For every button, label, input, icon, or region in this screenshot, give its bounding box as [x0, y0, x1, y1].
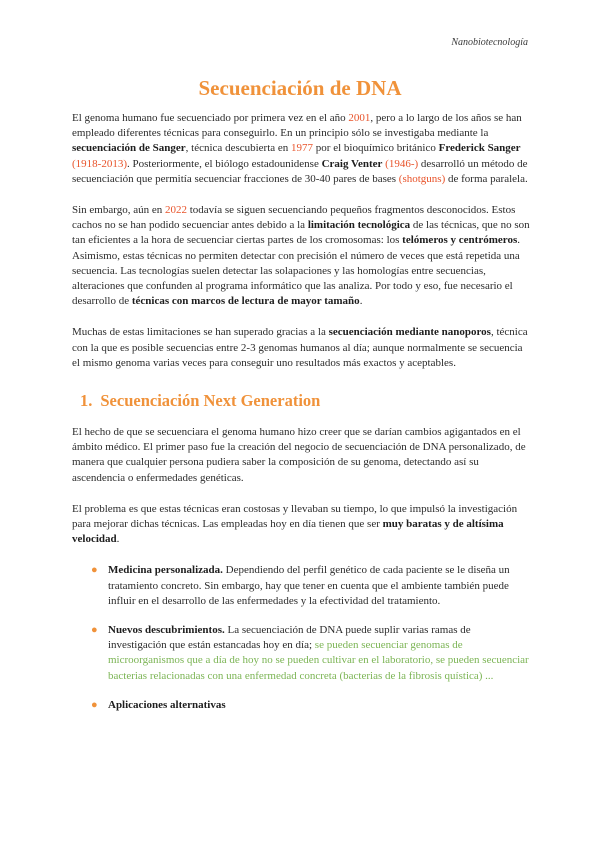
- term-larger-frames: técnicas con marcos de lectura de mayor tamaño: [131, 295, 360, 308]
- section-number: 1.: [80, 391, 93, 411]
- term-telomeres: telómeros y centrómeros: [402, 234, 518, 247]
- bullet-dot-icon: ●: [91, 698, 98, 711]
- term-sanger-sequencing: secuenciación de Sanger: [72, 142, 186, 155]
- text: .: [116, 533, 120, 546]
- list-item-title: Medicina personalizada.: [108, 564, 223, 577]
- name-craig-venter: Craig Venter: [321, 157, 383, 170]
- text: , técnica descubierta en: [185, 142, 292, 155]
- text: de forma paralela.: [445, 172, 528, 185]
- list-item-text: La secuenciación de DNA puede suplir varias ramas de investigación que están estancadas hoy en día;: [108, 624, 471, 652]
- term-nanopore-sequencing: secuenciación mediante nanoporos: [328, 326, 491, 339]
- paragraph-medical-field: [72, 425, 530, 486]
- list-item-highlight: se pueden secuenciar genomas de microorganismos que a día de hoy no se pueden cultivar en el laboratorio, se pueden secuenciar bacterias relacionadas con una enfermedad concreta (bacterias de la fibrosis quística) ...: [108, 639, 529, 682]
- name-frederick-sanger: Frederick Sanger: [438, 142, 521, 155]
- term-shotguns: (shotguns): [398, 172, 446, 185]
- section-title: Secuenciación Next Generation: [100, 391, 321, 411]
- text: El hecho de que se secuenciara el genoma humano hizo creer que se darían cambios agigantados en el ámbito médico. El primer paso fue la creación del negocio de secuenciación de DNA personalizado, de manera que cualquier persona pudiera saber la composición de su genoma, detectando así su ascendencia o enfermedades genéticas.: [72, 426, 526, 484]
- list-item-new-discoveries: [91, 623, 530, 684]
- year-2022: 2022: [164, 204, 187, 217]
- bullet-dot-icon: ●: [91, 624, 98, 637]
- list-item-alternative-applications: [91, 698, 530, 713]
- paragraph-limitations: [72, 203, 530, 309]
- term-tech-limitation: limitación tecnológica: [307, 219, 411, 232]
- bullet-dot-icon: ●: [91, 564, 98, 577]
- text: Muchas de estas limitaciones se han superado gracias a la: [72, 326, 329, 339]
- text: El problema es que estas técnicas eran costosas y llevaban su tiempo, lo que impulsó la investigación para mejorar dichas técnicas. Las empleadas hoy en día tienen que ser: [72, 502, 518, 531]
- list-item-title: Nuevos descubrimientos.: [108, 624, 225, 637]
- text: . Posteriormente, el biólogo estadounidense: [127, 157, 322, 170]
- term-cheap-fast: muy baratas y de altísima velocidad: [72, 518, 504, 546]
- running-header: Nanobiotecnología: [451, 37, 528, 48]
- paragraph-nanopores: [72, 325, 530, 371]
- page-title: Secuenciación de DNA: [198, 76, 402, 100]
- main-content: [72, 111, 530, 727]
- year-2001: 2001: [348, 112, 371, 124]
- text: todavía se siguen secuenciando pequeños fragmentos desconocidos. Estos cachos no se han podido secuenciar antes debido a la: [72, 204, 516, 232]
- paragraph-costs: [72, 502, 530, 548]
- dates-sanger: (1918-2013): [72, 157, 127, 170]
- year-1977: 1977: [291, 142, 314, 155]
- list-item-title: Aplicaciones alternativas: [108, 698, 226, 711]
- dates-venter: (1946-): [385, 157, 419, 170]
- text: de las técnicas, que no son tan eficientes a la hora de secuenciar ciertas partes de los cromosomas: los: [72, 219, 530, 247]
- text: , técnica con la que es posible secuencias entre 2-3 genomas humanos al día; aunque normalmente se secuencia el mismo genoma varias veces para conseguir uno resultados más exactos y aceptables.: [72, 326, 528, 369]
- list-item-text: Dependiendo del perfil genético de cada paciente se le diseña un tratamiento concreto. Sin embargo, hay que tener en cuenta que el ambiente también puede influir en el desarrollo de las enfermedades y la efectividad del tratamiento.: [108, 564, 510, 607]
- section-heading-next-generation: [80, 391, 530, 411]
- text: .: [359, 295, 363, 308]
- text: , pero a lo largo de los años se han empleado diferentes técnicas para conseguirlo. En un principio sólo se investigaba mediante la: [72, 112, 522, 140]
- list-item-personalized-medicine: [91, 563, 530, 609]
- applications-list: [72, 563, 530, 713]
- text: desarrolló un método de secuenciación que permitía secuenciar fracciones de 30-40 pares de bases: [72, 157, 528, 185]
- paragraph-intro: [72, 111, 530, 187]
- text: Sin embargo, aún en: [72, 204, 165, 217]
- text: por el bioquímico británico: [313, 142, 439, 155]
- text: . Asimismo, estas técnicas no permiten detectar con precisión el número de veces que está repetida una secuencia. Las tecnologías suelen detectar las solapaciones y las homologías entre secuencias, alteraciones que confunden al programa informático que las analiza. Por todo y eso, fue necesario el desarrollo de: [72, 234, 520, 308]
- text: El genoma humano fue secuenciado por primera vez en el año: [72, 112, 349, 124]
